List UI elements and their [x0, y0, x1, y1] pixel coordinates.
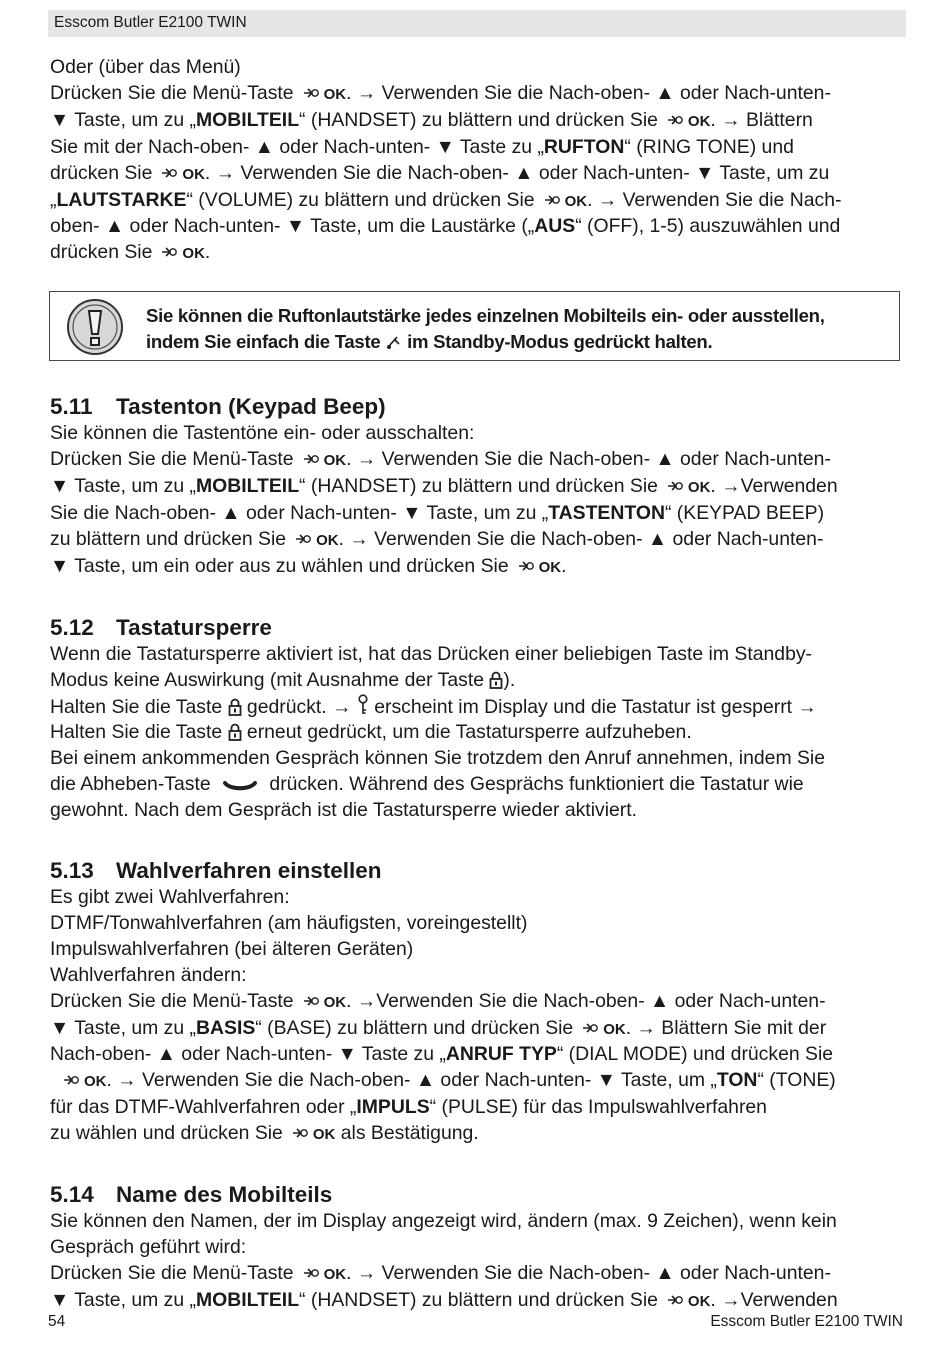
s511-text: Verwenden Sie die Nach-oben- ▲ oder Nach-unten-	[368, 527, 824, 550]
section-number: 5.14	[50, 1182, 94, 1208]
arrow-right-icon: →	[636, 1016, 656, 1039]
s513-text: Drücken Sie die Menü-Taste	[50, 989, 294, 1012]
s513-text: Verwenden Sie die Nach-oben- ▲ oder Nach-unten-	[376, 989, 826, 1012]
ok-label: OK	[182, 165, 205, 183]
s513-text: .	[625, 1016, 637, 1039]
s512-text: ).	[503, 668, 516, 691]
s511-keyword: MOBILTEIL	[196, 475, 300, 498]
key-symbol-icon	[357, 694, 369, 716]
ok-label: OK	[323, 452, 347, 470]
s513-line	[50, 963, 902, 989]
s513-line	[50, 937, 902, 963]
s514-line	[50, 1288, 902, 1315]
s512-text: Bei einem ankommenden Gespräch können Sie trotzdem den Anruf annehmen, indem Sie	[50, 747, 826, 770]
s514-line	[50, 1235, 902, 1261]
s512-text: Halten Sie die Taste	[50, 721, 223, 744]
arrow-right-icon: →	[721, 475, 741, 498]
ok-label: OK	[538, 558, 562, 576]
note-box	[49, 291, 900, 361]
s512-text: drücken. Während des Gesprächs funktioniert die Tastatur wie	[269, 773, 804, 796]
s511-text: “ (KEYPAD BEEP)	[664, 501, 825, 524]
section-title: Wahlverfahren einstellen	[116, 858, 382, 884]
intro-text: Verwenden Sie die Nach-oben- ▲ oder Nach-unten- ▼ Taste, um zu	[235, 161, 830, 184]
intro-text: .	[587, 188, 598, 211]
ok-label: OK	[323, 1265, 347, 1283]
intro-text: oben- ▲ oder Nach-unten- ▼ Taste, um die Laustärke („	[50, 215, 535, 238]
s513-text: zu wählen und drücken Sie	[50, 1122, 283, 1145]
ok-label: OK	[323, 993, 347, 1011]
section-heading-5-12	[50, 614, 902, 642]
intro-line	[50, 135, 902, 161]
ok-label: OK	[687, 479, 711, 497]
s511-line	[50, 554, 902, 581]
intro-line	[50, 214, 902, 240]
intro-text: .	[346, 81, 357, 104]
softkey-icon	[517, 558, 535, 574]
page-header	[48, 10, 906, 37]
s513-text: Nach-oben- ▲ oder Nach-unten- ▼ Taste zu „	[50, 1043, 446, 1066]
keylock-icon	[228, 723, 242, 741]
s513-keyword: TON	[716, 1069, 758, 1092]
arrow-right-icon: →	[356, 448, 377, 471]
softkey-icon	[302, 993, 320, 1009]
s513-text: Es gibt zwei Wahlverfahren:	[50, 886, 290, 909]
section-heading-5-11	[50, 393, 902, 421]
s511-text: “ (HANDSET) zu blättern und drücken Sie	[299, 475, 658, 498]
s511-text: Verwenden Sie die Nach-oben- ▲ oder Nach-unten-	[376, 448, 831, 471]
intro-text: “ (HANDSET) zu blättern und drücken Sie	[299, 108, 658, 131]
arrow-right-icon: →	[356, 989, 377, 1012]
footer-title: Esscom Butler E2100 TWIN	[710, 1313, 903, 1330]
ok-label: OK	[84, 1073, 107, 1091]
arrow-right-icon: →	[797, 695, 817, 718]
intro-text: Oder (über das Menü)	[50, 56, 241, 78]
note-line	[146, 329, 825, 355]
s513-line	[50, 885, 902, 911]
softkey-icon	[666, 112, 684, 128]
ok-label: OK	[687, 1292, 711, 1310]
ok-label: OK	[564, 192, 588, 210]
intro-text: .	[204, 241, 211, 264]
s514-text: ▼ Taste, um zu „	[50, 1288, 196, 1311]
ok-label: OK	[312, 1126, 336, 1144]
section-title: Name des Mobilteils	[116, 1182, 333, 1208]
intro-line	[50, 55, 902, 81]
s511-text: zu blättern und drücken Sie	[50, 527, 287, 550]
intro-text: Drücken Sie die Menü-Taste	[50, 81, 294, 104]
intro-line	[50, 81, 902, 108]
section-number: 5.13	[50, 858, 94, 884]
intro-line	[50, 108, 902, 135]
section-title: Tastenton (Keypad Beep)	[116, 394, 386, 420]
s513-text: Verwenden Sie die Nach-oben- ▲ oder Nach-unten- ▼ Taste, um „	[136, 1069, 717, 1092]
softkey-icon	[302, 451, 320, 467]
arrow-right-icon: →	[721, 1288, 741, 1311]
s513-text: als Bestätigung.	[335, 1122, 479, 1145]
s513-line	[50, 1068, 902, 1095]
s513-line	[50, 989, 902, 1016]
intro-text: „	[50, 188, 57, 211]
intro-text: “ (RING TONE) und	[624, 135, 794, 158]
warning-icon	[66, 298, 124, 356]
intro-text: “ (OFF), 1-5) auszuwählen und	[575, 215, 841, 238]
s511-text: .	[710, 475, 722, 498]
s513-line	[50, 1095, 902, 1121]
softkey-icon	[62, 1072, 80, 1088]
pickup-icon	[222, 779, 258, 793]
s512-line	[50, 642, 902, 668]
s512-line	[50, 746, 902, 772]
s513-text: Impulswahlverfahren (bei älteren Geräten)	[50, 937, 414, 960]
s514-line	[50, 1261, 902, 1288]
softkey-icon	[666, 1292, 684, 1308]
s513-text: .	[346, 989, 357, 1012]
s512-text: erscheint im Display und die Tastatur ist gesperrt	[374, 695, 793, 718]
s514-line	[50, 1209, 902, 1235]
softkey-icon	[291, 1125, 309, 1141]
arrow-right-icon: →	[356, 1261, 377, 1284]
arrow-right-icon: →	[332, 695, 352, 718]
ok-label: OK	[603, 1020, 626, 1038]
ok-label: OK	[316, 531, 339, 549]
intro-text: Verwenden Sie die Nach-oben- ▲ oder Nach-unten-	[376, 81, 831, 104]
s514-text: “ (HANDSET) zu blättern und drücken Sie	[299, 1288, 658, 1311]
intro-text: Blättern	[740, 108, 813, 131]
note-text-part: indem Sie einfach die Taste	[146, 330, 381, 352]
ok-label: OK	[687, 112, 711, 130]
note-text-part: im Standby-Modus gedrückt halten.	[407, 330, 713, 352]
s511-text: Sie die Nach-oben- ▲ oder Nach-unten- ▼ Taste, um zu „	[50, 501, 549, 524]
softkey-icon	[294, 531, 312, 547]
arrow-right-icon: →	[117, 1069, 137, 1092]
intro-line	[50, 161, 902, 188]
intro-text: Sie mit der Nach-oben- ▲ oder Nach-unten- ▼ Taste zu „	[50, 135, 544, 158]
s513-text: “ (PULSE) für das Impulswahlverfahren	[429, 1096, 767, 1119]
document-body	[50, 55, 902, 1315]
arrow-right-icon: →	[597, 188, 618, 211]
intro-text: “ (VOLUME) zu blättern und drücken Sie	[186, 188, 535, 211]
ok-label: OK	[182, 245, 205, 263]
s512-line	[50, 668, 902, 694]
arrow-right-icon: →	[349, 527, 369, 550]
intro-keyword: AUS	[534, 215, 576, 238]
s513-text: für das DTMF-Wahlverfahren oder „	[50, 1096, 357, 1119]
section-heading-5-13	[50, 857, 902, 885]
s512-text: erneut gedrückt, um die Tastatursperre aufzuheben.	[246, 721, 692, 744]
s514-text: .	[710, 1288, 722, 1311]
s512-line	[50, 798, 902, 824]
s512-text: gedrückt.	[246, 695, 327, 718]
keylock-icon	[489, 671, 503, 689]
section-heading-5-14	[50, 1181, 902, 1209]
s513-text: “ (BASE) zu blättern und drücken Sie	[255, 1016, 574, 1039]
intro-text: .	[204, 161, 216, 184]
note-text	[146, 303, 825, 354]
softkey-icon	[160, 244, 178, 260]
softkey-icon	[581, 1020, 599, 1036]
arrow-right-icon: →	[215, 161, 236, 184]
s512-line	[50, 720, 902, 746]
s511-line	[50, 447, 902, 474]
s514-text: Verwenden	[740, 1288, 838, 1311]
intro-line	[50, 188, 902, 215]
softkey-icon	[666, 478, 684, 494]
s511-text: .	[338, 527, 350, 550]
s513-text: Blättern Sie mit der	[655, 1016, 827, 1039]
softkey-icon	[302, 1265, 320, 1281]
intro-line	[50, 240, 902, 267]
s512-text: Halten Sie die Taste	[50, 695, 223, 718]
s511-line	[50, 474, 902, 501]
s513-line	[50, 911, 902, 937]
s514-text: .	[346, 1261, 357, 1284]
s512-text: die Abheben-Taste	[50, 773, 211, 796]
intro-text: drücken Sie	[50, 161, 153, 184]
s511-text: .	[561, 554, 567, 577]
s513-keyword: ANRUF TYP	[445, 1043, 557, 1066]
s512-line	[50, 772, 902, 798]
intro-text: ▼ Taste, um zu „	[50, 108, 196, 131]
s511-text: ▼ Taste, um ein oder aus zu wählen und drücken Sie	[50, 554, 509, 577]
s514-text: Sie können den Namen, der im Display angezeigt wird, ändern (max. 9 Zeichen), wenn kein	[50, 1210, 837, 1233]
s512-line	[50, 694, 902, 721]
s511-text: ▼ Taste, um zu „	[50, 475, 196, 498]
s513-text: “ (DIAL MODE) und drücken Sie	[556, 1043, 834, 1066]
intro-text: .	[710, 108, 722, 131]
intro-text: drücken Sie	[50, 241, 153, 264]
intro-keyword: RUFTON	[543, 135, 625, 158]
softkey-icon	[160, 165, 178, 181]
arrow-right-icon: →	[721, 108, 741, 131]
arrow-right-icon: →	[356, 81, 377, 104]
ok-label: OK	[323, 85, 347, 103]
s514-text: Verwenden Sie die Nach-oben- ▲ oder Nach-unten-	[376, 1261, 831, 1284]
s514-text: Gespräch geführt wird:	[50, 1236, 247, 1258]
s513-text: DTMF/Tonwahlverfahren (am häufigsten, voreingestellt)	[50, 911, 528, 934]
s511-text: Drücken Sie die Menü-Taste	[50, 448, 294, 471]
s514-keyword: MOBILTEIL	[196, 1288, 300, 1311]
s513-line	[50, 1121, 902, 1148]
s513-keyword: IMPULS	[356, 1096, 430, 1119]
section-title: Tastatursperre	[116, 614, 272, 640]
s513-text: Wahlverfahren ändern:	[50, 963, 247, 986]
s512-text: Modus keine Auswirkung (mit Ausnahme der Taste	[50, 668, 484, 691]
intro-keyword: LAUTSTARKE	[56, 188, 187, 211]
section-number: 5.11	[50, 394, 93, 420]
s511-line	[50, 501, 902, 527]
s512-text: Wenn die Tastatursperre aktiviert ist, hat das Drücken einer beliebigen Taste im Standby-	[50, 642, 813, 665]
s511-line	[50, 421, 902, 447]
intro-keyword: MOBILTEIL	[196, 108, 300, 131]
s513-keyword: BASIS	[196, 1016, 256, 1039]
softkey-icon	[302, 85, 320, 101]
s513-text: “ (TONE)	[757, 1069, 836, 1092]
keylock-icon	[228, 698, 242, 716]
s511-keyword: TASTENTON	[548, 501, 665, 524]
intro-text: Verwenden Sie die Nach-	[617, 188, 842, 211]
section-number: 5.12	[50, 614, 94, 640]
s513-line	[50, 1016, 902, 1043]
s514-text: Drücken Sie die Menü-Taste	[50, 1261, 294, 1284]
ring-mute-icon	[385, 334, 402, 351]
s511-text: Sie können die Tastentöne ein- oder ausschalten:	[50, 422, 475, 445]
s512-text: gewohnt. Nach dem Gespräch ist die Tastatursperre wieder aktiviert.	[50, 799, 638, 822]
softkey-icon	[543, 192, 561, 208]
s513-text: .	[106, 1069, 118, 1092]
s513-line	[50, 1042, 902, 1068]
note-line: Sie können die Ruftonlautstärke jedes einzelnen Mobilteils ein- oder ausstellen,	[146, 305, 825, 327]
s513-text: ▼ Taste, um zu „	[50, 1016, 196, 1039]
page-number: 54	[48, 1313, 66, 1330]
s511-text: Verwenden	[740, 475, 838, 498]
header-title: Esscom Butler E2100 TWIN	[54, 14, 247, 31]
s511-text: .	[346, 448, 357, 471]
s511-line	[50, 527, 902, 554]
